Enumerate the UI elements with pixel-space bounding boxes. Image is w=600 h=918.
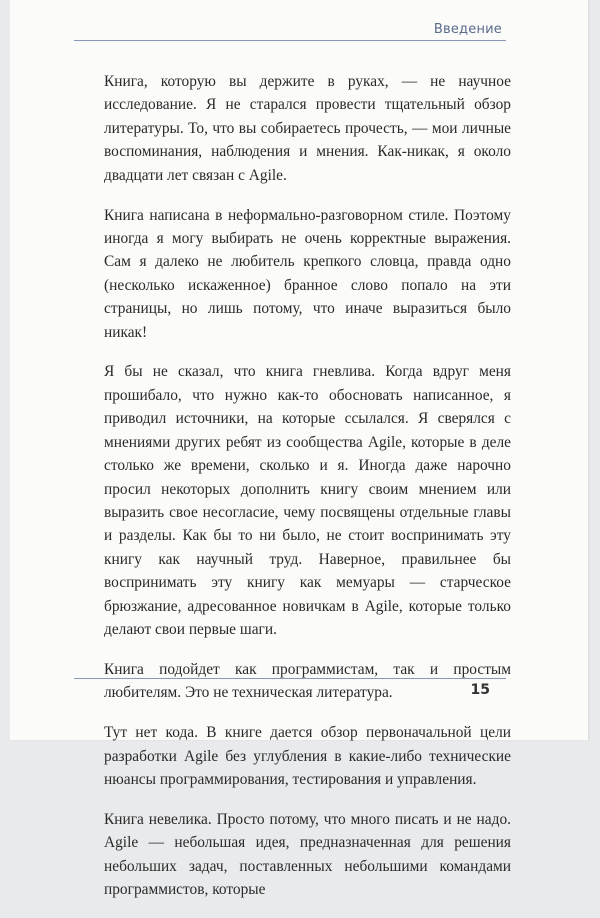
page-number: 15 xyxy=(470,682,490,698)
paragraph-3: Я бы не сказал, что книга гневлива. Когда вдруг меня прошибало, что нужно как-то обосновать написанное, я приводил источники, на которые ссылался. Я сверялся с мнениями других ребят из сообщества Agile, которые в деле столько же времени, сколько и я. Иногда даже нарочно просил некоторых дополнить книгу своим мнением или выразить свое несогласие, чему посвящены отдельные главы и разделы. Как бы то ни было, не стоит воспринимать эту книгу как научный труд. Наверное, правильнее бы воспринимать эту книгу как мемуары — старческое брюзжание, адресованное новичкам в Agile, которые только делают свои первые шаги. xyxy=(104,363,511,638)
paragraph-5: Тут нет кода. В книге дается обзор первоначальной цели разработки Agile без углубления в какие-либо технические нюансы программирования, тестирования и управления. xyxy=(104,724,511,788)
paragraph-2: Книга написана в неформально-разговорном стиле. Поэтому иногда я могу выбирать не очень корректные выражения. Сам я далеко не любитель крепкого словца, правда одно (несколько искаженное) бранное слово попало на эти страницы, но лишь потому, что иначе выразиться было никак! xyxy=(104,206,511,341)
footer-divider xyxy=(74,678,506,679)
paragraph-1: Книга, которую вы держите в руках, — не научное исследование. Я не старался провести тщательный обзор литературы. То, что вы собираетесь прочесть, — мои личные воспоминания, наблюдения и мнения. Как-никак, я около двадцати лет связан с Agile. xyxy=(104,73,511,184)
header-divider xyxy=(74,40,506,41)
book-page xyxy=(10,0,588,899)
page-body xyxy=(104,70,511,918)
paragraph-6: Книга невелика. Просто потому, что много писать и не надо. Agile — небольшая идея, предназначенная для решения небольших задач, поставленных небольшими командами программистов, которые xyxy=(104,810,511,899)
running-header-title: Введение xyxy=(433,22,502,37)
paragraph-4: Книга подойдет как программистам, так и простым любителям. Это не техническая литература. xyxy=(104,660,511,702)
